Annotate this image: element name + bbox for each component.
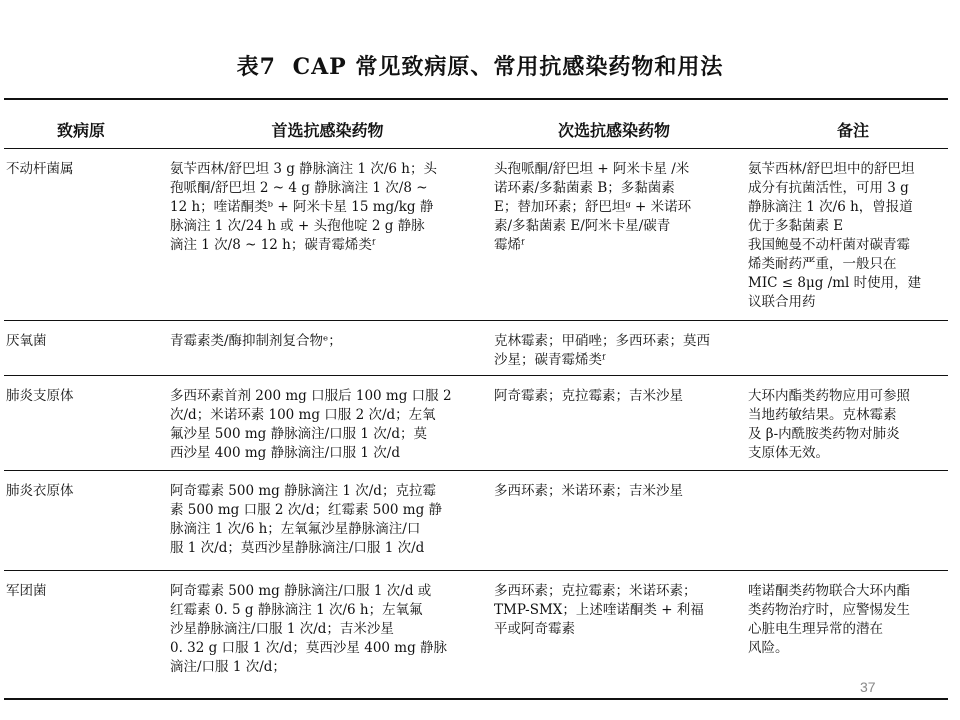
pathogen-cell: 军团菌: [6, 583, 47, 599]
first-choice-cell: 多西环素首剂 200 mg 口服后 100 mg 口服 2 次/d；米诺环素 100 mg 口服 2 次/d；左氧 氟沙星 500 mg 静脉滴注/口服 1 次/d；莫 西沙星 400 mg 静脉滴注/口服 1 次/d: [170, 388, 452, 461]
first-choice-cell: 阿奇霉素 500 mg 静脉滴注 1 次/d；克拉霉 素 500 mg 口服 2 次/d；红霉素 500 mg 静 脉滴注 1 次/6 h；左氧氟沙星静脉滴注/口 服 1 次/d；莫西沙星静脉滴注/口服 1 次/d: [170, 483, 443, 556]
second-choice-cell: 多西环素；米诺环素；吉米沙星: [494, 483, 683, 499]
header-second-choice: 次选抗感染药物: [557, 121, 670, 140]
header-bottom-rule: [4, 148, 948, 149]
header-pathogen: 致病原: [56, 121, 105, 140]
page-number: 37: [860, 679, 876, 695]
header-notes: 备注: [836, 121, 869, 140]
second-choice-cell: 阿奇霉素；克拉霉素；吉米沙星: [494, 388, 683, 404]
notes-cell: 喹诺酮类药物联合大环内酯 类药物治疗时，应警惕发生 心脏电生理异常的潜在 风险。: [748, 583, 910, 656]
notes-cell: 大环内酯类药物应用可参照 当地药敏结果。克林霉素 及 β-内酰胺类药物对肺炎 支原体无效。: [748, 388, 910, 461]
first-choice-cell: 青霉素类/酶抑制剂复合物ᵉ；: [170, 333, 342, 349]
pathogen-cell: 不动杆菌属: [6, 161, 74, 177]
table-title: [0, 50, 960, 81]
header-first-choice: 首选抗感染药物: [271, 121, 384, 140]
row-separator: [4, 470, 948, 471]
row-separator: [4, 320, 948, 321]
pathogen-cell: 厌氧菌: [6, 333, 47, 349]
second-choice-cell: 克林霉素；甲硝唑；多西环素；莫西 沙星；碳青霉烯类ᶠ: [494, 333, 710, 368]
table-bottom-rule: [4, 698, 948, 700]
first-choice-cell: 氨苄西林/舒巴坦 3 g 静脉滴注 1 次/6 h；头 孢哌酮/舒巴坦 2 ~ 4 g 静脉滴注 1 次/8 ~ 12 h；喹诺酮类ᵇ + 阿米卡星 15 mg/kg 静 脉滴注 1 次/24 h 或 + 头孢他啶 2 g 静脉 滴注 1 次/8 ~ 12 h；碳青霉烯类ᶠ: [170, 161, 437, 253]
row-separator: [4, 375, 948, 376]
second-choice-cell: 多西环素；克拉霉素；米诺环素； TMP-SMX；上述喹诺酮类 + 利福 平或阿奇霉素: [494, 583, 704, 637]
table-number: 表7: [236, 54, 276, 80]
second-choice-cell: 头孢哌酮/舒巴坦 + 阿米卡星 /米 诺环素/多黏菌素 B；多黏菌素 E；替加环素；舒巴坦ᵍ + 米诺环 素/多黏菌素 E/阿米卡星/碳青 霉烯ᶠ: [494, 161, 692, 253]
table-top-rule: [4, 98, 948, 100]
pathogen-cell: 肺炎衣原体: [6, 483, 74, 499]
pathogen-cell: 肺炎支原体: [6, 388, 74, 404]
first-choice-cell: 阿奇霉素 500 mg 静脉滴注/口服 1 次/d 或 红霉素 0. 5 g 静脉滴注 1 次/6 h；左氧氟 沙星静脉滴注/口服 1 次/d；吉米沙星 0. 32 g 口服 1 次/d；莫西沙星 400 mg 静脉 滴注/口服 1 次/d；: [170, 583, 448, 675]
row-separator: [4, 570, 948, 571]
table-caption: CAP 常见致病原、常用抗感染药物和用法: [292, 54, 724, 80]
notes-cell: 氨苄西林/舒巴坦中的舒巴坦 成分有抗菌活性，可用 3 g 静脉滴注 1 次/6 h，曾报道 优于多黏菌素 E 我国鲍曼不动杆菌对碳青霉 烯类耐药严重，一般只在 MIC ≤ 8μg /ml 时使用，建 议联合用药: [748, 161, 922, 310]
